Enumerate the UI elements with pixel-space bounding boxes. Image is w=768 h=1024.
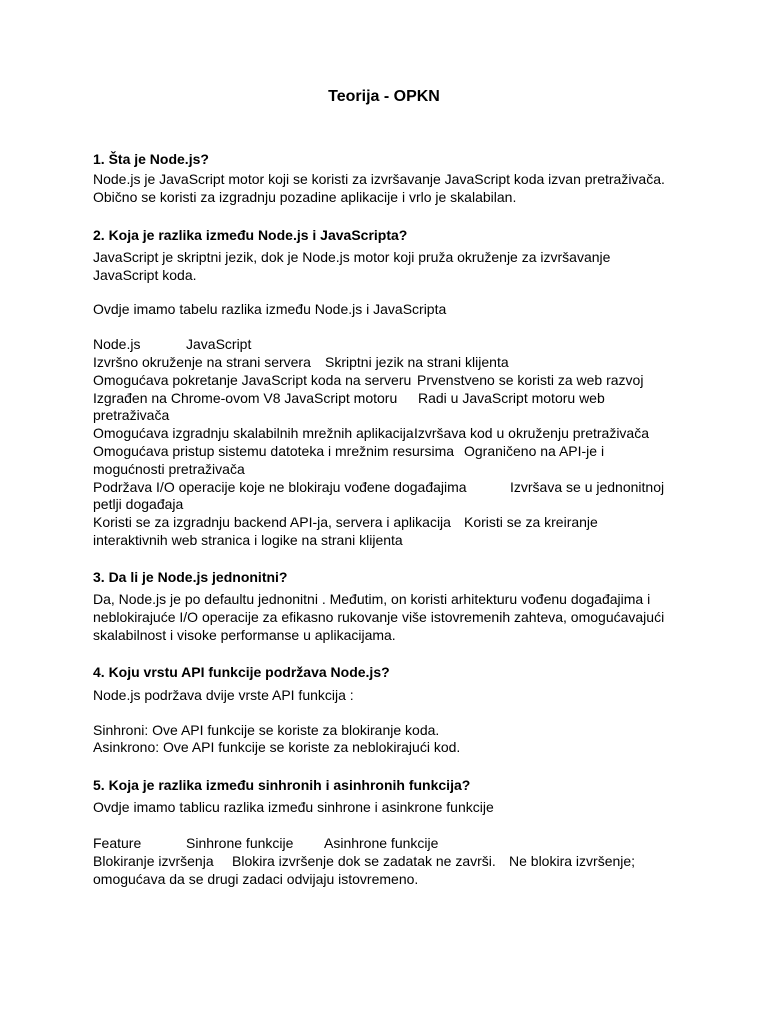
q3-heading: 3. Da li je Node.js jednonitni? <box>93 569 288 585</box>
q2-table-row-6-nodejs: Podržava I/O operacije koje ne blokiraju vođene događajima <box>93 479 467 495</box>
q2-line-2: JavaScript koda. <box>93 267 197 283</box>
q4-line-2: Sinhroni: Ove API funkcije se koriste za blokiranje koda. <box>93 722 440 738</box>
q3-line-2: neblokirajuće I/O operacije za efikasno rukovanje više istovremenih zahteva, omogućavajući <box>93 609 665 625</box>
q4-line-1: Node.js podržava dvije vrste API funkcija : <box>93 687 354 703</box>
q2-table-row-2-javascript: Prvenstveno se koristi za web razvoj <box>417 372 644 388</box>
q1-line-2: Obično se koristi za izgradnju pozadine aplikacije i vrlo je skalabilan. <box>93 189 517 205</box>
q2-table-row-7-nodejs: Koristi se za izgradnju backend API-ja, servera i aplikacija <box>93 514 451 530</box>
q2-table-row-4-nodejs: Omogućava izgradnju skalabilnih mrežnih aplikacija <box>93 425 414 441</box>
q2-table-row-7-javascript-cont: interaktivnih web stranica i logike na strani klijenta <box>93 532 403 548</box>
q2-table-row-7-javascript: Koristi se za kreiranje <box>464 514 598 530</box>
q2-table-row-1-nodejs: Izvršno okruženje na strani servera <box>93 354 311 370</box>
q5-table-row-1-async-cont: omogućava da se drugi zadaci odvijaju istovremeno. <box>93 871 419 887</box>
q1-heading: 1. Šta je Node.js? <box>93 151 209 167</box>
q4-heading: 4. Koju vrstu API funkcije podržava Node.js? <box>93 664 390 680</box>
q4-line-3: Asinkrono: Ove API funkcije se koriste za neblokirajući kod. <box>93 739 461 755</box>
q3-line-3: skalabilnost i visoke performanse u aplikacijama. <box>93 627 396 643</box>
q2-table-row-4-javascript: Izvršava kod u okruženju pretraživača <box>414 425 649 441</box>
q5-table-header-async: Asinhrone funkcije <box>324 835 439 851</box>
q2-table-header-javascript: JavaScript <box>186 336 252 352</box>
q2-table-row-5-javascript-cont: mogućnosti pretraživača <box>93 461 245 477</box>
q5-table-intro: Ovdje imamo tablicu razlika između sinhrone i asinkrone funkcije <box>93 799 494 815</box>
q2-table-row-5-javascript: Ograničeno na API-je i <box>464 443 605 459</box>
q2-table-row-5-nodejs: Omogućava pristup sistemu datoteka i mrežnim resursima <box>93 443 455 459</box>
q5-table-row-1-async: Ne blokira izvršenje; <box>509 853 636 869</box>
q5-table-header-feature: Feature <box>93 835 142 851</box>
q2-table-row-3-javascript: Radi u JavaScript motoru web <box>418 390 605 406</box>
q5-table-row-1-feature: Blokiranje izvršenja <box>93 853 214 869</box>
q2-table-row-3-nodejs: Izgrađen na Chrome-ovom V8 JavaScript motoru <box>93 390 398 406</box>
q2-line-1: JavaScript je skriptni jezik, dok je Node.js motor koji pruža okruženje za izvršavanje <box>93 249 611 265</box>
q2-table-intro: Ovdje imamo tabelu razlika između Node.js i JavaScripta <box>93 301 447 317</box>
q5-heading: 5. Koja je razlika između sinhronih i asinhronih funkcija? <box>93 777 471 793</box>
q5-table-row-1-sync: Blokira izvršenje dok se zadatak ne završi. <box>232 853 496 869</box>
q2-heading: 2. Koja je razlika između Node.js i JavaScripta? <box>93 227 408 243</box>
q5-table-header-sync: Sinhrone funkcije <box>186 835 294 851</box>
document-title: Teorija - OPKN <box>328 88 440 105</box>
q2-table-row-2-nodejs: Omogućava pokretanje JavaScript koda na serveru <box>93 372 412 388</box>
q2-table-row-6-javascript: Izvršava se u jednonitnoj <box>510 479 665 495</box>
q2-table-header-nodejs: Node.js <box>93 336 141 352</box>
q2-table-row-3-javascript-cont: pretraživača <box>93 407 170 423</box>
q2-table-row-1-javascript: Skriptni jezik na strani klijenta <box>325 354 509 370</box>
q3-line-1: Da, Node.js je po defaultu jednonitni . Međutim, on koristi arhitekturu vođenu događajima i <box>93 591 651 607</box>
q1-line-1: Node.js je JavaScript motor koji se koristi za izvršavanje JavaScript koda izvan pretraživača. <box>93 171 665 187</box>
q2-table-row-6-javascript-cont: petlji događaja <box>93 496 184 512</box>
